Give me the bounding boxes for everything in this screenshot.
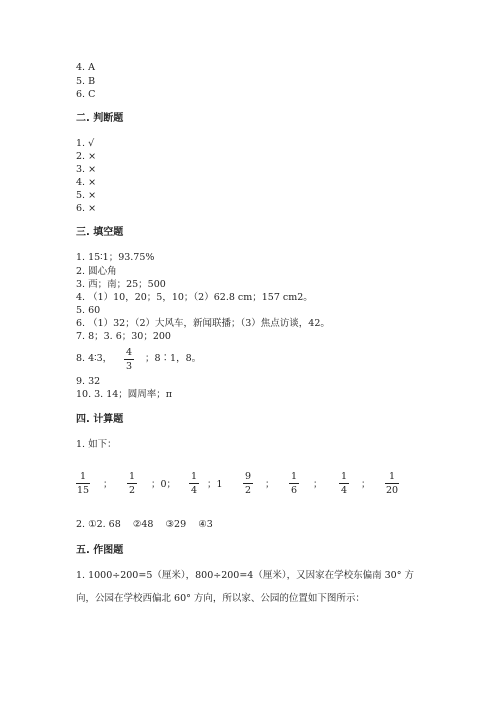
fill-answer-8-prefix: 8. 4∶3， (76, 353, 113, 364)
section-4-title: 四. 计算题 (76, 414, 124, 425)
drawing-answer-line-1: 1. 1000÷200=5（厘米），800÷200=4（厘米），又因家在学校东偏南 30° 方 (76, 570, 414, 581)
calc-separator: ；0； (151, 479, 177, 490)
calc-separator: ；1 (207, 479, 223, 490)
calc-separator: ； (265, 479, 275, 490)
calc-fraction-3: 1 4 (190, 471, 198, 496)
judge-answer-1: 1. √ (76, 138, 95, 149)
calc-separator: ； (361, 479, 371, 490)
fill-answer-9: 9. 32 (76, 376, 101, 387)
calc-fraction-4: 9 2 (244, 471, 252, 496)
fill-answer-7: 7. 8；3. 6；30；200 (76, 331, 171, 342)
calc-answer-2: 2. ①2. 68 ②48 ③29 ④3 (76, 519, 213, 530)
choice-answer-4: 4. A (76, 62, 95, 73)
fill-answer-4: 4. （1）10，20；5，10；（2）62.8 cm；157 cm2。 (76, 292, 313, 303)
fraction-bar (124, 359, 134, 360)
section-3-title: 三. 填空题 (76, 227, 124, 238)
judge-answer-2: 2. × (76, 151, 97, 162)
fill-answer-3: 3. 西；南；25；500 (76, 279, 166, 290)
judge-answer-4: 4. × (76, 177, 97, 188)
calc-fraction-5: 1 6 (290, 471, 298, 496)
choice-answer-6: 6. C (76, 89, 96, 100)
choice-answer-5: 5. B (76, 76, 96, 87)
fill-answer-8-suffix: ；8∶1，8。 (145, 353, 202, 364)
calc-fraction-2: 1 2 (128, 471, 136, 496)
fill-answer-5: 5. 60 (76, 305, 101, 316)
judge-answer-3: 3. × (76, 164, 97, 175)
fill-answer-2: 2. 圆心角 (76, 266, 117, 277)
fill-answer-10: 10. 3. 14；圆周率；π (76, 389, 173, 400)
calc-fraction-1: 1 15 (76, 471, 90, 496)
drawing-answer-line-2: 向，公园在学校西偏北 60° 方向，所以家、公园的位置如下图所示： (76, 593, 365, 604)
fill-answer-6: 6. （1）32；（2）大风车，新闻联播；（3）焦点访谈，42。 (76, 318, 330, 329)
section-2-title: 二. 判断题 (76, 113, 124, 124)
calc-answer-1-label: 1. 如下： (76, 439, 117, 450)
fill-answer-1: 1. 15∶1；93.75% (76, 252, 155, 263)
judge-answer-5: 5. × (76, 190, 97, 201)
calc-fraction-6: 1 4 (340, 471, 348, 496)
fill-answer-8-fraction (124, 347, 134, 372)
judge-answer-6: 6. × (76, 203, 97, 214)
calc-fraction-7: 1 20 (385, 471, 399, 496)
fraction-numerator: 4 (125, 347, 133, 358)
section-5-title: 五. 作图题 (76, 545, 124, 556)
calc-separator: ； (313, 479, 323, 490)
fraction-denominator: 3 (125, 361, 133, 372)
calc-separator: ； (103, 479, 113, 490)
